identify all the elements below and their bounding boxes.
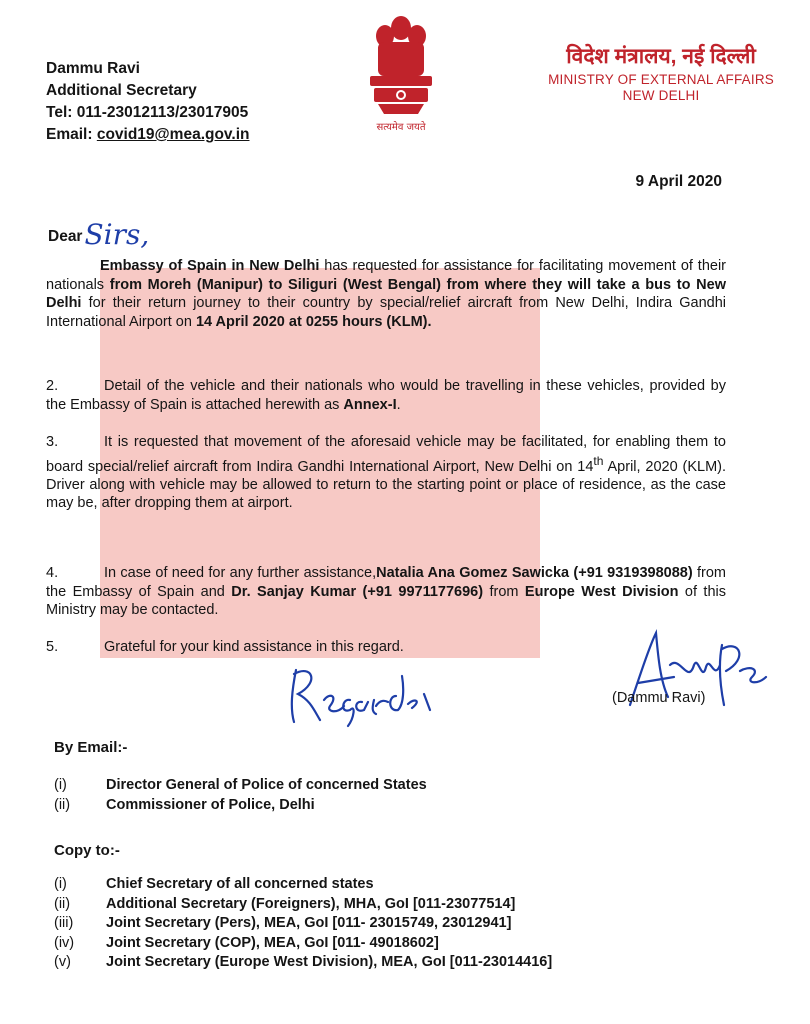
salutation: [48, 218, 149, 251]
p3-text-2: April, 2020 (KLM). Driver along with vehicle may be allowed to return to the starting point or place of residence, as the case may be, after dropping them at airport.: [46, 458, 727, 512]
list-item: [54, 914, 552, 934]
by-email-list: [54, 776, 427, 815]
p4-contact-2: Dr. Sanjay Kumar (+91 9971177696): [231, 583, 484, 600]
list-item-index: (i): [54, 777, 67, 793]
p3-superscript: th: [593, 453, 604, 468]
paragraph-1: [46, 257, 726, 331]
list-item: [54, 953, 552, 973]
sender-block: [46, 58, 249, 146]
signatory-name: (Dammu Ravi): [612, 690, 706, 706]
p4-number: 4.: [46, 565, 59, 581]
p4-text-2: from the Embassy of Spain and: [46, 565, 726, 600]
list-item-text: Chief Secretary of all concerned states: [106, 876, 374, 892]
list-item-index: (v): [54, 954, 71, 970]
p5-text: Grateful for your kind assistance in this regard.: [104, 639, 404, 655]
ministry-letterhead: [548, 42, 774, 104]
list-item: [54, 895, 552, 915]
by-email-heading: By Email:-: [54, 739, 128, 756]
list-item-index: (iv): [54, 934, 75, 951]
p1-route: from Moreh (Manipur) to Siliguri (West Bengal) from where they will take a bus to New Delhi: [46, 276, 726, 311]
list-item: [54, 776, 427, 796]
p5-number: 5.: [46, 639, 59, 655]
p2-end: .: [396, 396, 401, 413]
ministry-city: NEW DELHI: [622, 88, 700, 103]
p4-text-3: from: [483, 583, 525, 600]
list-item-text: Commissioner of Police, Delhi: [106, 796, 315, 813]
letter-date: 9 April 2020: [635, 173, 722, 190]
regards-handwritten: [284, 660, 444, 730]
email-link[interactable]: covid19@mea.gov.in: [96, 126, 250, 143]
list-item: [54, 934, 552, 954]
p1-date: 14 April 2020 at 0255 hours (KLM).: [195, 313, 432, 330]
emblem-motto: सत्यमेव जयते: [376, 122, 426, 133]
list-item-text: Joint Secretary (COP), MEA, GoI [011- 49018602]: [106, 934, 439, 951]
list-item-text: Joint Secretary (Europe West Division), MEA, GoI [011-23014416]: [106, 954, 553, 970]
list-item-text: Joint Secretary (Pers), MEA, GoI [011- 23015749, 23012941]: [106, 915, 512, 931]
paragraph-4: [46, 564, 726, 620]
list-item-index: (ii): [54, 895, 71, 912]
sender-title: Additional Secretary: [46, 82, 197, 99]
p4-text-4: of this Ministry may be contacted.: [46, 583, 726, 618]
p3-number: 3.: [46, 434, 59, 450]
list-item-index: (iii): [54, 915, 74, 931]
email-label: Email:: [46, 126, 97, 143]
p2-text: Detail of the vehicle and their nationals who would be travelling in these vehicles, provided by the Embassy of Spain is attached herewith as: [46, 378, 726, 413]
copy-to-heading: Copy to:-: [54, 842, 120, 859]
sender-tel: Tel: 011-23012113/23017905: [46, 104, 249, 121]
list-item: [54, 796, 427, 816]
p1-text: has requested for assistance for facilitating movement of their nationals: [46, 258, 726, 293]
p1-text-2: for their return journey to their country by special/relief aircraft from New Delhi, Indira Gandhi International Airport on: [46, 295, 726, 330]
list-item-index: (ii): [54, 796, 71, 813]
list-item-text: Additional Secretary (Foreigners), MHA, GoI [011-23077514]: [106, 895, 516, 912]
p2-annex: Annex-I: [343, 396, 397, 413]
paragraph-2: [46, 377, 726, 414]
p1-embassy: Embassy of Spain in New Delhi: [100, 258, 320, 274]
salutation-handwritten: Sirs,: [84, 218, 150, 251]
p4-contact-1: Natalia Ana Gomez Sawicka (+91 9319398088): [376, 565, 693, 581]
sender-name: Dammu Ravi: [46, 60, 140, 77]
paragraph-3: [46, 433, 726, 513]
sender-email-line: [46, 124, 249, 146]
ministry-hindi: विदेश मंत्रालय, नई दिल्ली: [566, 45, 756, 68]
salutation-dear: Dear: [48, 228, 83, 245]
p2-number: 2.: [46, 378, 59, 394]
copy-to-list: [54, 875, 552, 973]
p4-division: Europe West Division: [524, 583, 679, 600]
list-item-text: Director General of Police of concerned States: [106, 777, 427, 793]
p3-text: It is requested that movement of the aforesaid vehicle may be facilitated, for enabling them to board special/relief aircraft from Indira Gandhi International Airport, New Delhi on 14: [46, 434, 726, 475]
national-emblem-icon: [360, 12, 442, 136]
ministry-name: MINISTRY OF EXTERNAL AFFAIRS: [548, 72, 774, 87]
p4-text: In case of need for any further assistance,: [104, 565, 377, 581]
list-item: [54, 875, 552, 895]
list-item-index: (i): [54, 876, 67, 892]
